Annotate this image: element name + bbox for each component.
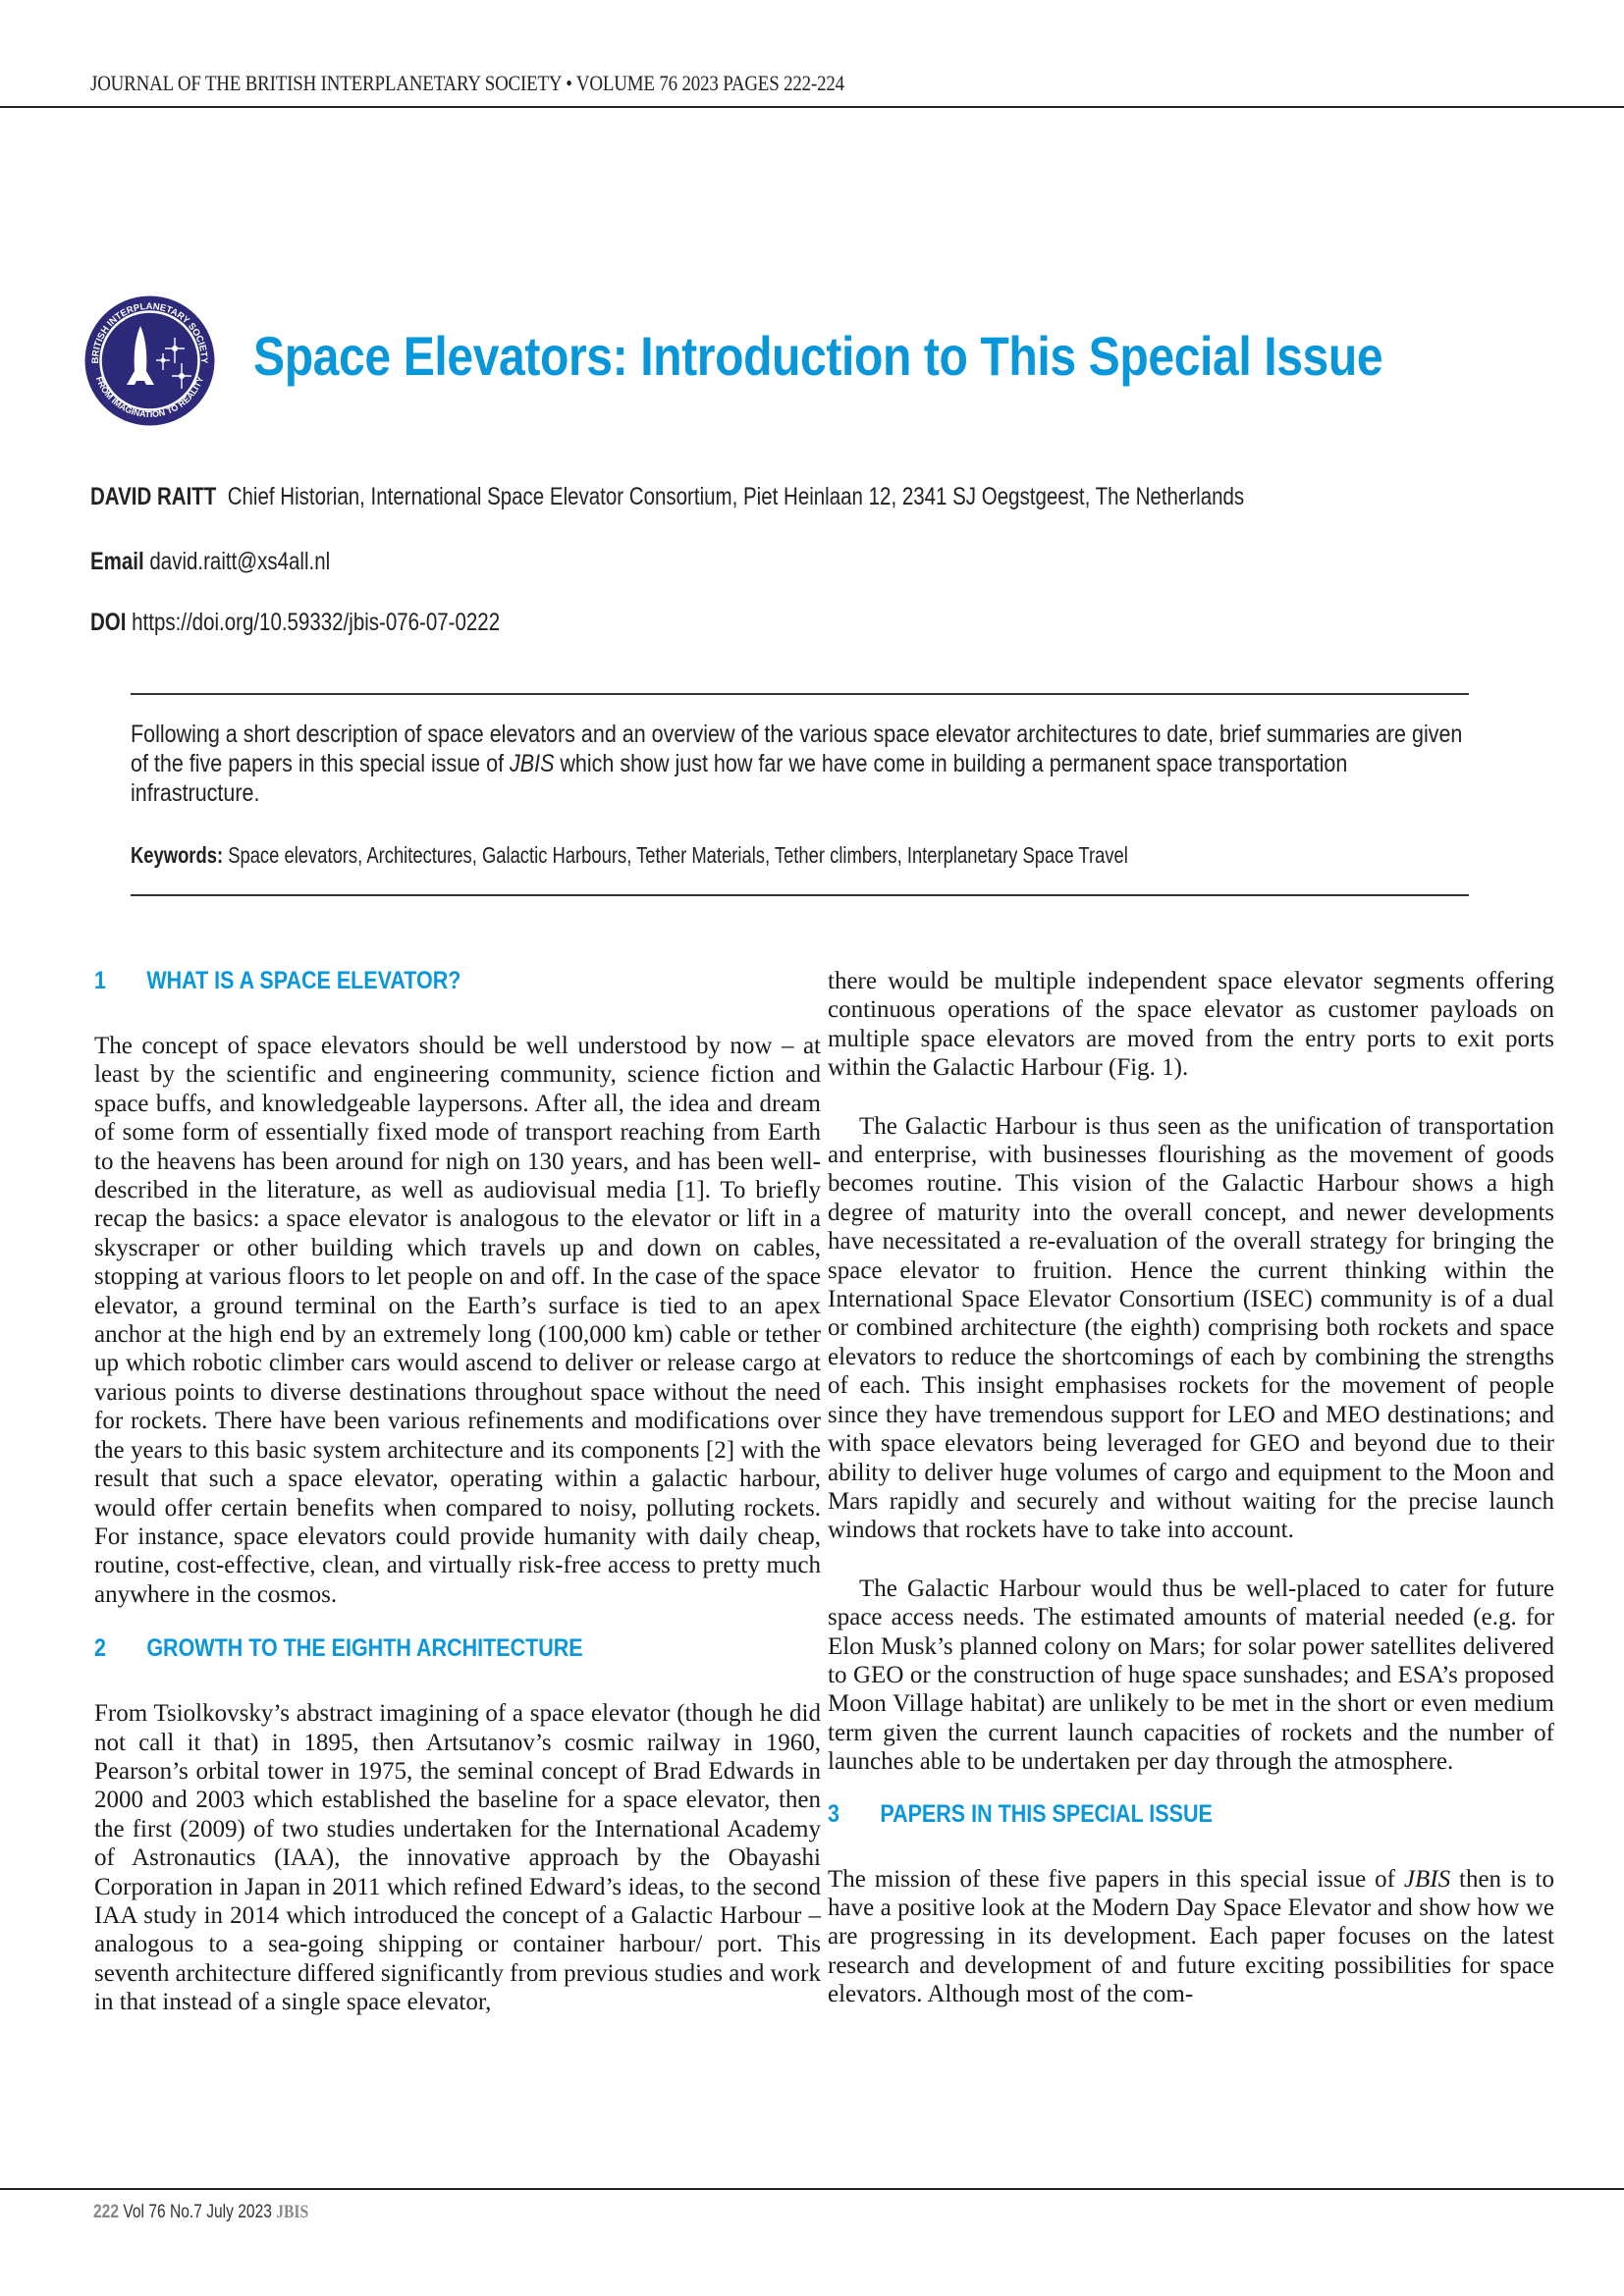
- doi-label: DOI: [90, 609, 127, 636]
- abstract-top-rule: [131, 693, 1469, 695]
- keywords-list: Space elevators, Architectures, Galactic Harbours, Tether Materials, Tether climbers, Interplanetary Space Travel: [228, 842, 1128, 868]
- keywords: [131, 842, 1128, 869]
- svg-text:BRITISH INTERPLANETARY SOCIETY: BRITISH INTERPLANETARY SOCIETY: [89, 300, 210, 364]
- abstract-text: Following a short description of space elevators and an overview of the various space elevator architectures to date, brief summaries are given of the five papers in this special issue of: [131, 721, 1463, 777]
- journal-abbrev: JBIS: [276, 2202, 309, 2222]
- section-heading-1: [94, 967, 719, 996]
- abstract-journal-name: JBIS: [510, 750, 555, 777]
- footer-rule: [0, 2188, 1624, 2190]
- section-title: WHAT IS A SPACE ELEVATOR?: [146, 967, 461, 994]
- email-line: [90, 548, 330, 576]
- keywords-label: Keywords:: [131, 842, 224, 868]
- email-link[interactable]: david.raitt@xs4all.nl: [149, 548, 331, 575]
- doi-line: [90, 609, 500, 637]
- paragraph: The concept of space elevators should be well understood by now – at least by the scientific and engineering community, science fiction and space buffs, and knowledgeable laypersons. After all, the idea and dream of some form of essentially fixed mode of transport reaching from Earth to the heavens has been around for nigh on 130 years, and has been well-described in the literature, as well as audiovisual media [1]. To briefly recap the basics: a space elevator is analogous to the elevator or lift in a skyscraper or other building which travels up and down on cables, stopping at various floors to let people on and off. In the case of the space elevator, a ground terminal on the Earth’s surface is tied to an apex anchor at the high end by an extremely long (100,000 km) cable or tether up which robotic climber cars would ascend to deliver or release cargo at various points to diverse destinations throughout space without the need for rockets. There have been various refinements and modifications over the years to this basic system architecture and its components [2] with the result that such a space elevator, operating within a galactic harbour, would offer certain benefits when compared to noisy, polluting rockets. For instance, space elevators could provide humanity with daily cheap, routine, cost-effective, clean, and virtually risk-free access to pretty much anywhere in the cosmos.: [94, 1033, 821, 1608]
- paragraph: [828, 1865, 1554, 2009]
- abstract-text-end: which show just how far we have come in building a permanent space transportation infrastructure.: [131, 750, 1348, 807]
- email-label: Email: [90, 548, 144, 575]
- right-column: [828, 967, 1554, 2009]
- paragraph-text: then is to have a positive look at the Modern Day Space Elevator and show how we are progressing in its development. Each paper focuses on the latest research and development of and future exciting possibilities for space elevators. Although most of the com-: [828, 1865, 1554, 2008]
- section-number: 3: [828, 1799, 839, 1828]
- author-line: [90, 483, 1244, 511]
- doi-link[interactable]: https://doi.org/10.59332/jbis-076-07-0222: [132, 609, 501, 636]
- section-heading-2: [94, 1634, 719, 1664]
- abstract: [131, 720, 1465, 808]
- author-affiliation: Chief Historian, International Space Elevator Consortium, Piet Heinlaan 12, 2341 SJ Oegstgeest, The Netherlands: [227, 483, 1245, 510]
- page-footer: [93, 2202, 308, 2223]
- paragraph-text: The mission of these five papers in this special issue of: [828, 1865, 1404, 1893]
- paragraph: From Tsiolkovsky’s abstract imagining of a space elevator (though he did not call it that) in 1895, then Artsutanov’s cosmic railway in 1960, Pearson’s orbital tower in 1975, the seminal concept of Brad Edwards in 2000 and 2003 which established the baseline for a space elevator, then the first (2009) of two studies undertaken for the International Academy of Astronautics (IAA), the innovative approach by the Obayashi Corporation in Japan in 2011 which refined Edward’s ideas, to the second IAA study in 2014 which introduced the concept of a Galactic Harbour – analogous to a sea-going shipping or container harbour/ port. This seventh architecture differed significantly from previous studies and work in that instead of a single space elevator,: [94, 1700, 821, 2016]
- running-head: JOURNAL OF THE BRITISH INTERPLANETARY SOCIETY • VOLUME 76 2023 PAGES 222-224: [90, 71, 844, 95]
- paragraph: there would be multiple independent space elevator segments offering continuous operations of the space elevator as customer payloads on multiple space elevators are moved from the entry ports to exit ports within the Galactic Harbour (Fig. 1).: [828, 968, 1554, 1082]
- journal-name: JBIS: [1403, 1865, 1451, 1893]
- author-name: DAVID RAITT: [90, 483, 217, 510]
- section-title: GROWTH TO THE EIGHTH ARCHITECTURE: [146, 1634, 583, 1663]
- article-title: Space Elevators: Introduction to This Special Issue: [253, 325, 1383, 387]
- left-column: [94, 967, 821, 2017]
- section-heading-3: [828, 1800, 1452, 1830]
- issue-info: Vol 76 No.7 July 2023: [123, 2202, 272, 2222]
- section-title: PAPERS IN THIS SPECIAL ISSUE: [880, 1799, 1213, 1828]
- paragraph: The Galactic Harbour is thus seen as the unification of transportation and enterprise, with businesses flourishing as the movement of goods becomes routine. This vision of the Galactic Harbour shows a high degree of maturity into the overall concept, and newer developments have necessitated a re-evaluation of the overall strategy for bringing the space elevator to fruition. Hence the current thinking within the International Space Elevator Consortium (ISEC) community is of a dual or combined architecture (the eighth) comprising both rockets and space elevators to reduce the shortcomings of each by combining the strengths of each. This insight emphasises rockets for the movement of people since they have tremendous support for LEO and MEO destinations; and with space elevators being leveraged for GEO and beyond due to their ability to deliver huge volumes of cargo and equipment to the Moon and Mars rapidly and securely and without waiting for the precise launch windows that rockets have to take into account.: [828, 1112, 1554, 1544]
- paragraph: The Galactic Harbour would thus be well-placed to cater for future space access needs. The estimated amounts of material needed (e.g. for Elon Musk’s planned colony on Mars; for solar power satellites delivered to GEO or the construction of huge space sunshades; and ESA’s proposed Moon Village habitat) are unlikely to be met in the short or even medium term given the current launch capacities of rockets and the number of launches able to be undertaken per day through the atmosphere.: [828, 1575, 1554, 1776]
- svg-text:FROM IMAGINATION TO REALITY: FROM IMAGINATION TO REALITY: [93, 375, 206, 420]
- page-number: 222: [93, 2202, 119, 2222]
- abstract-bottom-rule: [131, 894, 1469, 896]
- section-number: 1: [94, 967, 106, 994]
- bis-logo-icon: [83, 294, 216, 427]
- header-rule: [0, 106, 1624, 108]
- section-number: 2: [94, 1634, 106, 1663]
